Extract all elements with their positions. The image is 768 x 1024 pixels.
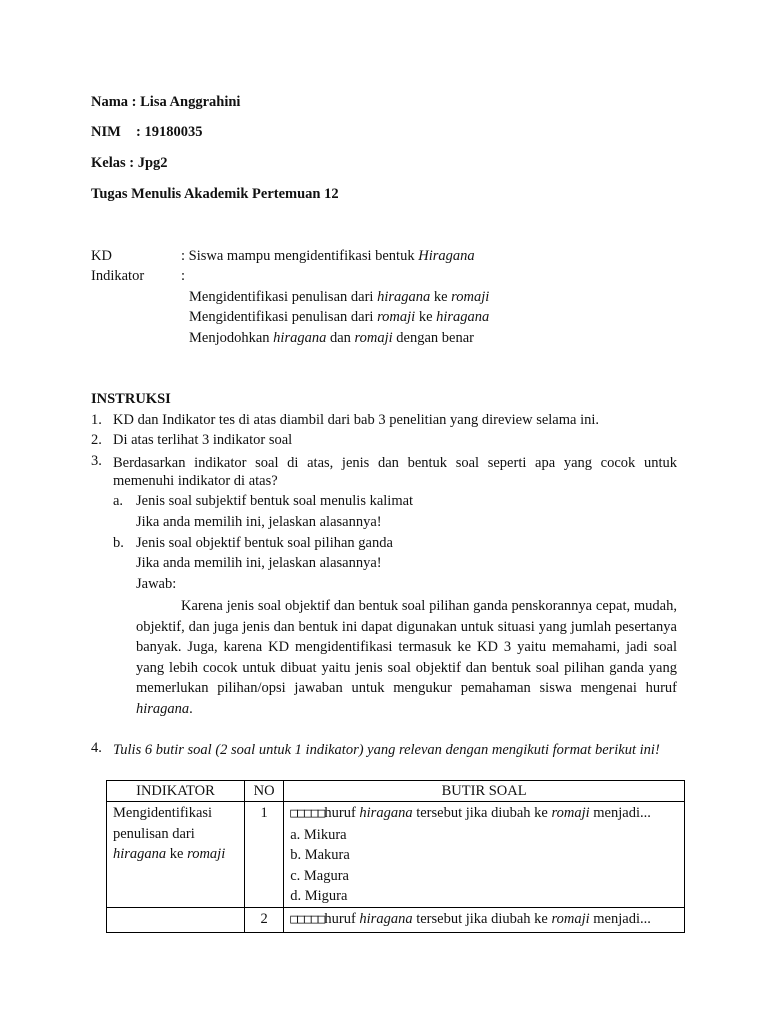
- missing-glyph-icon: □□□□□: [290, 806, 325, 822]
- instruction-item-1: KD dan Indikator tes di atas diambil dari bab 3 penelitian yang direview selama ini.: [113, 412, 600, 428]
- instruction-item-3-line2: memenuhi indikator di atas?: [113, 473, 278, 489]
- sub-item-label-b: b.: [113, 535, 124, 551]
- student-class: Kelas : Jpg2: [91, 155, 168, 171]
- instruction-item-2: Di atas terlihat 3 indikator soal: [113, 432, 293, 448]
- instruction-item-4: Tulis 6 butir soal (2 soal untuk 1 indikator) yang relevan dengan mengikuti format berikut ini!: [113, 742, 660, 758]
- indicator-1: Mengidentifikasi penulisan dari hiragana ke romaji: [189, 289, 490, 305]
- student-nim-value: : 19180035: [136, 124, 203, 140]
- missing-glyph-icon: □□□□□: [290, 912, 325, 928]
- instruction-item-3-line1: Berdasarkan indikator soal di atas, jenis dan bentuk soal seperti apa yang cocok untuk: [113, 455, 677, 471]
- sub-item-label-a: a.: [113, 493, 124, 509]
- option-c: c. Magura: [290, 867, 349, 884]
- option-a: a. Mikura: [290, 826, 347, 843]
- sub-item-a-line1: Jenis soal subjektif bentuk soal menulis kalimat: [136, 493, 414, 509]
- sub-item-b-line2: Jika anda memilih ini, jelaskan alasannya!: [136, 555, 382, 571]
- row-indicator: Mengidentifikasi penulisan dari hiragana ke romaji: [107, 802, 245, 908]
- answer-paragraph: Karena jenis soal objektif dan bentuk soal pilihan ganda penskorannya cepat, mudah, objektif, dan juga jenis dan bentuk ini dapat digunakan untuk situasi yang jumlah pesertanya banyak. Juga, karena KD mengidentifikasi termasuk ke KD 3 yaitu memahami, jadi soal yang lebih cocok untuk dibuat yaitu jenis soal objektif dan bentuk soal pilihan ganda yang memerlukan pilihan/opsi jawaban untuk mengukur pemahaman siswa mengenai huruf hiragana.: [136, 598, 677, 717]
- row-question: [284, 802, 685, 908]
- row-indicator: [107, 908, 245, 932]
- list-number: 3.: [91, 453, 102, 469]
- list-number: 4.: [91, 740, 102, 756]
- row-number: 1: [244, 802, 283, 908]
- kd-label: KD: [91, 248, 112, 264]
- question-text: □□□□□huruf hiragana tersebut jika diubah ke romaji menjadi...: [290, 911, 651, 928]
- indicator-3: Menjodohkan hiragana dan romaji dengan benar: [189, 330, 474, 346]
- assignment-title: Tugas Menulis Akademik Pertemuan 12: [91, 186, 339, 202]
- list-number: 2.: [91, 432, 102, 448]
- question-table: [106, 780, 685, 933]
- table-header-row: [107, 781, 685, 802]
- row-question: [284, 908, 685, 932]
- indikator-colon: :: [181, 268, 186, 284]
- option-b: b. Makura: [290, 847, 350, 864]
- list-number: 1.: [91, 412, 102, 428]
- student-name: Nama : Lisa Anggrahini: [91, 94, 241, 110]
- table-row: [107, 908, 685, 932]
- header-butir-soal: BUTIR SOAL: [284, 781, 685, 802]
- student-nim-label: NIM: [91, 124, 121, 140]
- header-no: NO: [244, 781, 283, 802]
- instruction-heading: INSTRUKSI: [91, 391, 171, 407]
- sub-item-b-line1: Jenis soal objektif bentuk soal pilihan ganda: [136, 535, 393, 551]
- answer-label: Jawab:: [136, 576, 177, 592]
- sub-item-a-line2: Jika anda memilih ini, jelaskan alasannya!: [136, 514, 382, 530]
- indikator-label: Indikator: [91, 268, 145, 284]
- indicator-2: Mengidentifikasi penulisan dari romaji ke hiragana: [189, 309, 490, 325]
- table-row: [107, 802, 685, 908]
- row-number: 2: [244, 908, 283, 932]
- option-d: d. Migura: [290, 888, 348, 905]
- header-indikator: INDIKATOR: [107, 781, 245, 802]
- question-text: □□□□□huruf hiragana tersebut jika diubah ke romaji menjadi...: [290, 805, 651, 822]
- kd-text: : Siswa mampu mengidentifikasi bentuk Hiragana: [181, 248, 475, 264]
